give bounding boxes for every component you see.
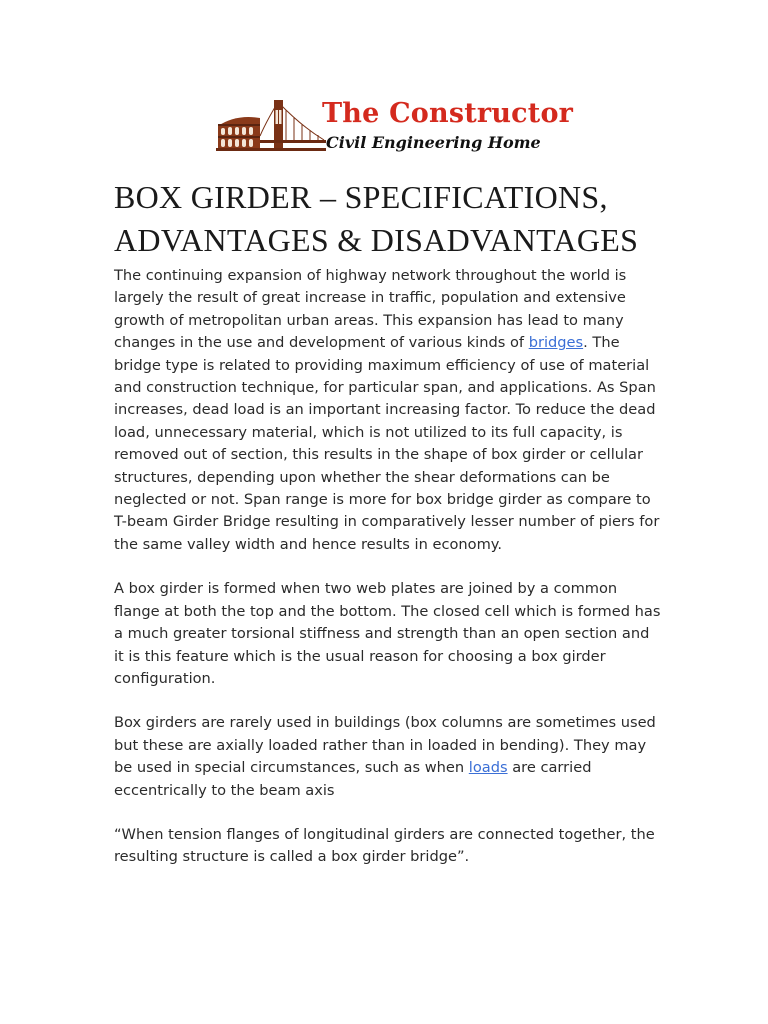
paragraph-buildings xyxy=(114,712,662,802)
loads-link[interactable]: loads xyxy=(468,759,508,777)
paragraph-text: . The bridge type is related to providing maximum efficiency of use of material and construction technique, for particular span, and applications. As Span increases, dead load is an important increasing factor. To reduce the dead load, unnecessary material, which is not utilized to its full capacity, is removed out of section, this results in the shape of box girder or cellular structures, depending upon whether the shear deformations can be neglected or not. Span range is more for box bridge girder as compare to T-beam Girder Bridge resulting in comparatively lesser number of piers for the same valley width and hence results in economy. xyxy=(114,334,660,553)
logo-subtitle: Civil Engineering Home xyxy=(326,133,541,152)
article-body xyxy=(114,265,662,891)
paragraph-text: The continuing expansion of highway network throughout the world is largely the result of great increase in traffic, population and extensive growth of metropolitan urban areas. This expansion has lead to many changes in the use and development of various kinds of xyxy=(114,267,627,352)
paragraph-text: Box girders are rarely used in buildings (box columns are sometimes used but these are axially loaded rather than in loaded in bending). They may be used in special circumstances, such as when xyxy=(114,714,656,777)
paragraph-intro xyxy=(114,265,662,556)
colosseum-bridge-icon xyxy=(216,96,326,156)
bridges-link[interactable]: bridges xyxy=(528,334,584,352)
logo-title: The Constructor xyxy=(322,98,574,129)
paragraph-text: are carried eccentrically to the beam axis xyxy=(114,759,592,799)
paragraph-quote: “When tension flanges of longitudinal girders are connected together, the resulting structure is called a box girder bridge”. xyxy=(114,825,655,866)
article-title: BOX GIRDER – SPECIFICATIONS, ADVANTAGES & DISADVANTAGES xyxy=(114,179,639,258)
paragraph-definition: A box girder is formed when two web plates are joined by a common flange at both the top and the bottom. The closed cell which is formed has a much greater torsional stiffness and strength than an open section and it is this feature which is the usual reason for choosing a box girder configuration. xyxy=(114,580,661,687)
site-logo[interactable] xyxy=(216,96,574,158)
